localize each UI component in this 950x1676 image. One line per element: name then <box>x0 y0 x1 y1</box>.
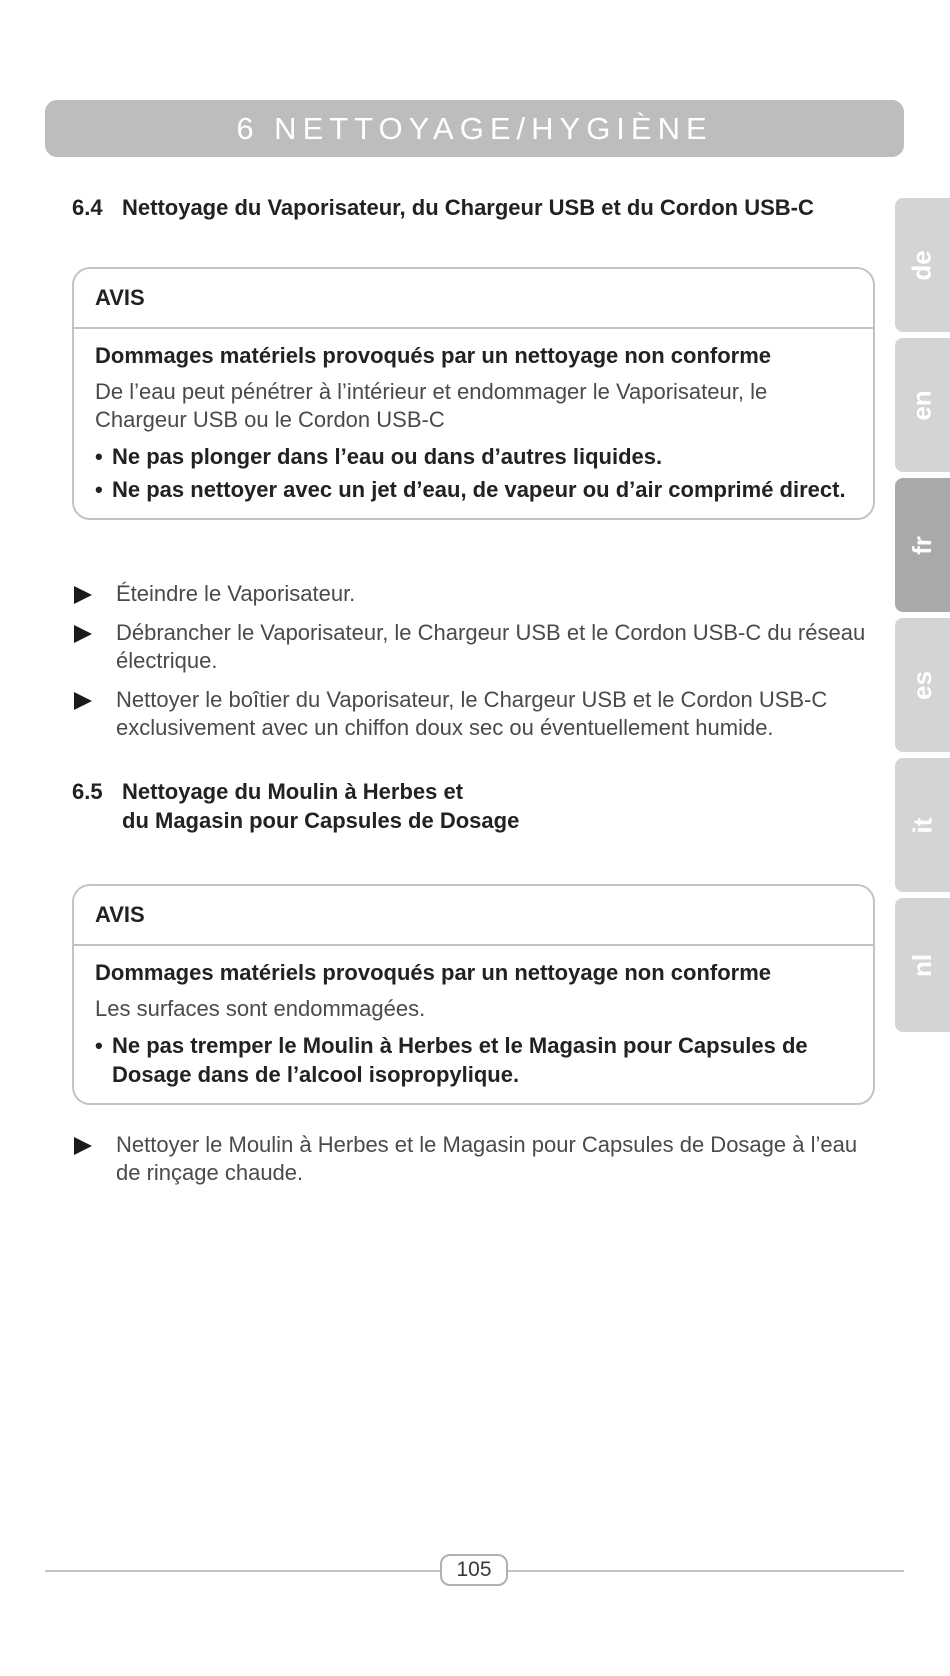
arrow-right-icon <box>74 625 92 643</box>
language-tab-label: en <box>907 389 937 421</box>
section-heading-6-5 <box>72 777 519 835</box>
chapter-title-banner <box>45 100 904 157</box>
section-title-line1: Nettoyage du Moulin à Herbes et <box>122 779 464 804</box>
step-text: Débrancher le Vaporisateur, le Chargeur USB et le Cordon USB-C du réseau électrique. <box>116 620 866 673</box>
step-list <box>72 580 880 753</box>
notice-heading: Dommages matériels provoqués par un nettoyage non conforme <box>95 960 772 985</box>
step-item <box>72 1131 880 1187</box>
step-text: Nettoyer le Moulin à Herbes et le Magasin pour Capsules de Dosage à l’eau de rinçage chaude. <box>116 1132 858 1185</box>
language-tab-fr[interactable] <box>895 478 950 612</box>
section-number: 6.5 <box>72 779 103 804</box>
notice-heading: Dommages matériels provoqués par un nettoyage non conforme <box>95 343 772 368</box>
notice-body <box>74 329 873 518</box>
language-tab-nl[interactable] <box>895 898 950 1032</box>
step-item <box>72 686 880 742</box>
section-heading-6-4 <box>72 193 814 222</box>
step-item <box>72 619 880 675</box>
language-tabs <box>895 198 950 1038</box>
notice-text: De l’eau peut pénétrer à l’intérieur et endommager le Vaporisateur, le Chargeur USB ou le Cordon USB-C <box>95 379 768 432</box>
notice-box <box>72 884 875 1105</box>
language-tab-label: fr <box>907 535 937 555</box>
page-number <box>440 1554 508 1586</box>
language-tab-en[interactable] <box>895 338 950 472</box>
notice-label: AVIS <box>74 886 873 946</box>
notice-box <box>72 267 875 520</box>
page-number-label: 105 <box>456 1558 492 1581</box>
language-tab-es[interactable] <box>895 618 950 752</box>
step-text: Nettoyer le boîtier du Vaporisateur, le Chargeur USB et le Cordon USB-C exclusivement avec un chiffon doux sec ou éventuellement humide. <box>116 687 828 740</box>
arrow-right-icon <box>74 692 92 710</box>
language-tab-label: de <box>907 249 937 281</box>
notice-bullet: • Ne pas tremper le Moulin à Herbes et le Magasin pour Capsules de Dosage dans de l’alcool isopropylique. <box>95 1031 852 1089</box>
step-list <box>72 1131 880 1198</box>
language-tab-label: es <box>906 670 937 700</box>
chapter-title: 6 NETTOYAGE/HYGIÈNE <box>236 110 713 146</box>
language-tab-it[interactable] <box>895 758 950 892</box>
notice-label: AVIS <box>74 269 873 329</box>
arrow-right-icon <box>74 1137 92 1155</box>
notice-text: Les surfaces sont endommagées. <box>95 996 426 1021</box>
notice-bullet: • Ne pas plonger dans l’eau ou dans d’autres liquides. <box>95 442 852 471</box>
language-tab-label: nl <box>906 953 937 977</box>
section-number: 6.4 <box>72 195 103 220</box>
language-tab-de[interactable] <box>895 198 950 332</box>
section-title-line2: du Magasin pour Capsules de Dosage <box>122 808 520 833</box>
language-tab-label: it <box>906 817 937 833</box>
notice-bullet: • Ne pas nettoyer avec un jet d’eau, de vapeur ou d’air comprimé direct. <box>95 475 852 504</box>
arrow-right-icon <box>74 586 92 604</box>
step-text: Éteindre le Vaporisateur. <box>116 581 356 606</box>
notice-body <box>74 946 873 1103</box>
step-item <box>72 580 880 608</box>
section-title: Nettoyage du Vaporisateur, du Chargeur USB et du Cordon USB-C <box>122 195 814 220</box>
